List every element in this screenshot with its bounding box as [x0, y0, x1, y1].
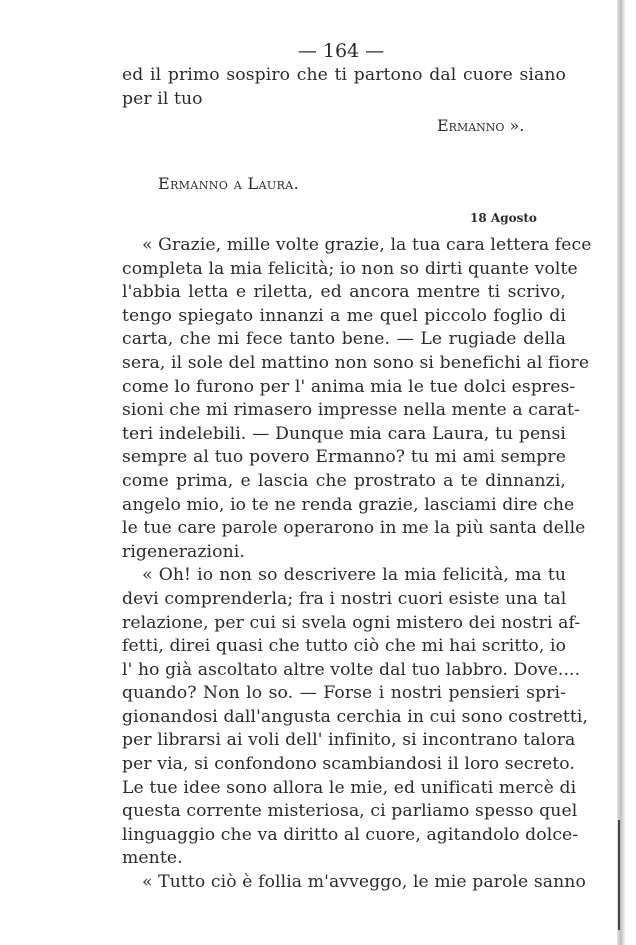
text-line: linguaggio che va diritto al cuore, agitandolo dolce- — [122, 824, 579, 845]
text-line: per librarsi ai voli dell' infinito, si incontrano talora — [122, 730, 576, 751]
text-line: mente. — [122, 848, 183, 869]
text-line: sempre al tuo povero Ermanno? tu mi ami sempre — [122, 447, 566, 468]
letter-heading: Ermanno a Laura. — [158, 174, 300, 193]
text-line: Le tue idee sono allora le mie, ed unificati mercè di — [122, 777, 577, 798]
text-line: « Tutto ciò è follia m'avveggo, le mie parole sanno — [142, 872, 586, 893]
text-line: quando? Non lo so. — Forse i nostri pensieri spri- — [122, 683, 566, 704]
text-line: gionandosi dall'angusta cerchia in cui sono costretti, — [122, 706, 589, 727]
text-line: « Grazie, mille volte grazie, la tua cara lettera fece — [142, 235, 592, 255]
text-line: fetti, direi quasi che tutto ciò che mi hai scritto, io — [122, 636, 567, 657]
text-line: l'abbia letta e riletta, ed ancora mentre ti scrivo, — [122, 282, 566, 303]
text-line: angelo mio, io te ne renda grazie, lasciami dire che — [122, 494, 575, 515]
paragraph — [122, 564, 589, 871]
text-line: le tue care parole operarono in me la più santa delle — [122, 518, 586, 539]
text-line: « Oh! io non so descrivere la mia felicità, ma tu — [142, 565, 566, 586]
opening-text — [122, 64, 566, 111]
text-line: relazione, per cui si svela ogni mistero dei nostri af- — [122, 612, 581, 633]
text-line: tengo spiegato innanzi a me quel piccolo foglio di — [122, 305, 566, 326]
letter-body — [122, 234, 592, 895]
paragraph — [122, 871, 586, 895]
text-line: ed il primo sospiro che ti partono dal cuore siano — [122, 65, 566, 85]
paragraph — [122, 234, 592, 564]
text-line: completa la mia felicità; io non so dirti quante volte — [122, 258, 578, 279]
text-line: come lo furono per l' anima mia le tue dolci espres- — [122, 376, 576, 397]
letter-date: 18 Agosto — [470, 211, 537, 225]
text-line: teri indelebili. — Dunque mia cara Laura, tu pensi — [122, 423, 566, 444]
text-line: come prima, e lascia che prostrato a te dinnanzi, — [122, 470, 566, 491]
text-line: devi comprenderla; fra i nostri cuori esiste una tal — [122, 588, 567, 609]
page-edge-shadow — [618, 820, 620, 930]
text-line: per via, si confondono scambiandosi il loro secreto. — [122, 754, 575, 775]
text-line: questa corrente misteriosa, ci parliamo spesso quel — [122, 801, 578, 822]
page-number: — 164 — — [297, 40, 385, 62]
text-line: sioni che mi rimasero impresse nella mente a carat- — [122, 400, 580, 421]
page-fold-edge — [617, 0, 625, 945]
text-line: sera, il sole del mattino non sono si benefichi al fiore — [122, 352, 590, 373]
text-line: per il tuo — [122, 88, 203, 109]
text-line: l' ho già ascoltato altre volte dal tuo labbro. Dove.... — [122, 659, 581, 680]
signature: Ermanno ». — [437, 116, 525, 135]
text-line: carta, che mi fece tanto bene. — Le rugiade della — [122, 329, 566, 350]
text-line: rigenerazioni. — [122, 541, 245, 562]
